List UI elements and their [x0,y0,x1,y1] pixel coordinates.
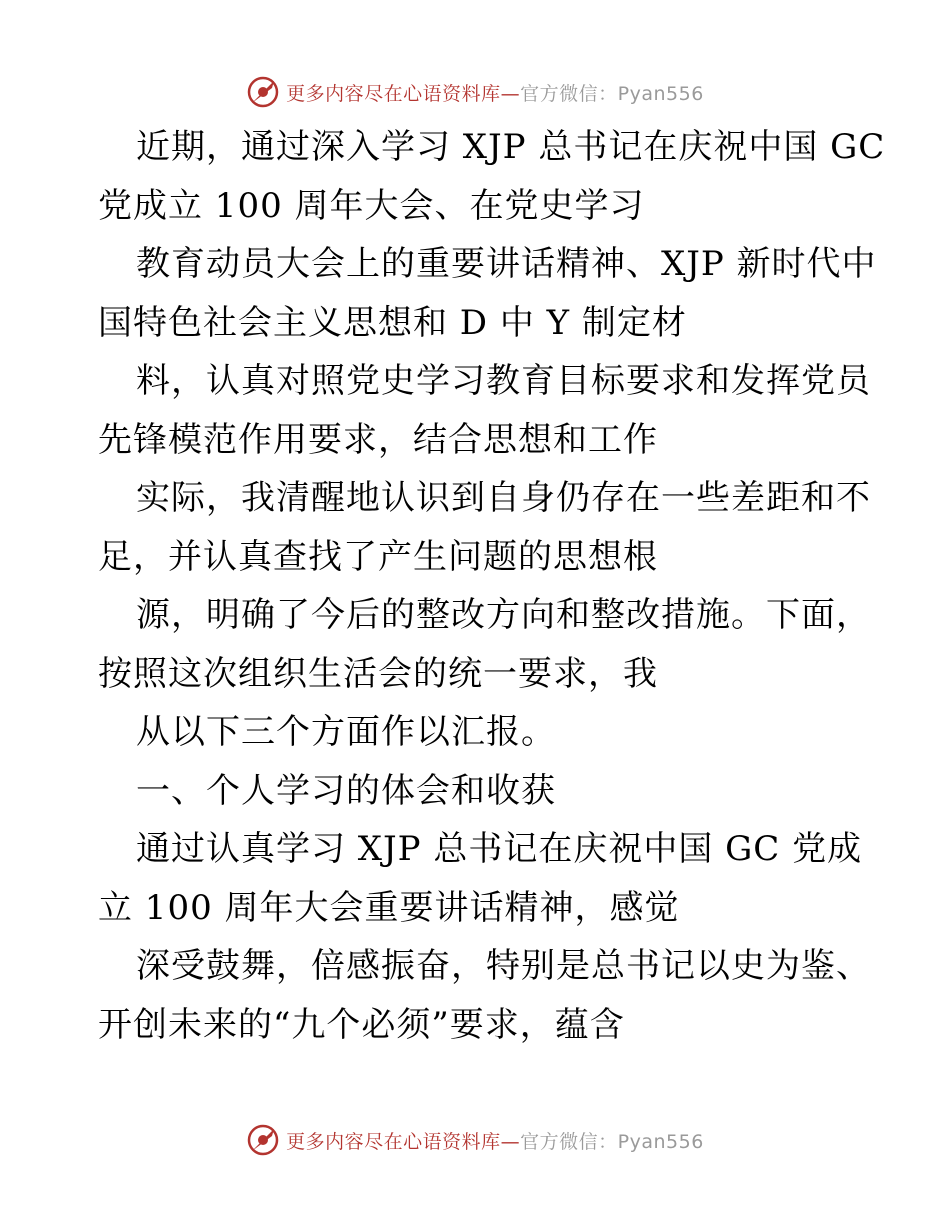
banner-separator: — [500,82,521,105]
banner-title: 更多内容尽在心语资料库 [286,82,501,105]
text-line: 党成立 100 周年大会、在党史学习 [98,185,645,226]
banner-text [286,1127,704,1154]
text-line: 足，并认真查找了产生问题的思想根 [98,536,658,577]
document-body [98,118,886,1054]
text-line: 实际，我清醒地认识到自身仍存在一些差距和不 [136,478,871,518]
banner-wechat: 官方微信：Pyan556 [520,1130,704,1153]
text-line: 国特色社会主义思想和 D 中 Y 制定材 [98,302,687,343]
text-line: 教育动员大会上的重要讲话精神、XJP 新时代中 [136,244,877,284]
banner-title: 更多内容尽在心语资料库 [286,1130,501,1153]
text-line: 一、个人学习的体会和收获 [136,770,556,811]
text-line: 近期，通过深入学习 XJP 总书记在庆祝中国 GC [136,127,886,167]
text-line: 深受鼓舞，倍感振奋，特别是总书记以史为鉴、 [136,946,871,986]
footer-banner [0,1120,950,1160]
banner-separator: — [500,1130,521,1153]
text-line: 先锋模范作用要求，结合思想和工作 [98,419,658,460]
header-banner [0,72,950,112]
text-line: 通过认真学习 XJP 总书记在庆祝中国 GC 党成 [136,829,863,869]
text-line: 源，明确了今后的整改方向和整改措施。下面， [136,595,871,635]
text-line: 开创未来的“九个必须”要求，蕴含 [98,1004,625,1045]
text-line: 立 100 周年大会重要讲话精神，感觉 [98,887,680,928]
text-line: 料，认真对照党史学习教育目标要求和发挥党员 [136,361,871,401]
pen-logo-icon [246,75,280,109]
banner-wechat: 官方微信：Pyan556 [520,82,704,105]
banner-text [286,79,704,106]
text-line: 按照这次组织生活会的统一要求，我 [98,653,658,694]
pen-logo-icon [246,1123,280,1157]
text-line: 从以下三个方面作以汇报。 [136,712,556,752]
